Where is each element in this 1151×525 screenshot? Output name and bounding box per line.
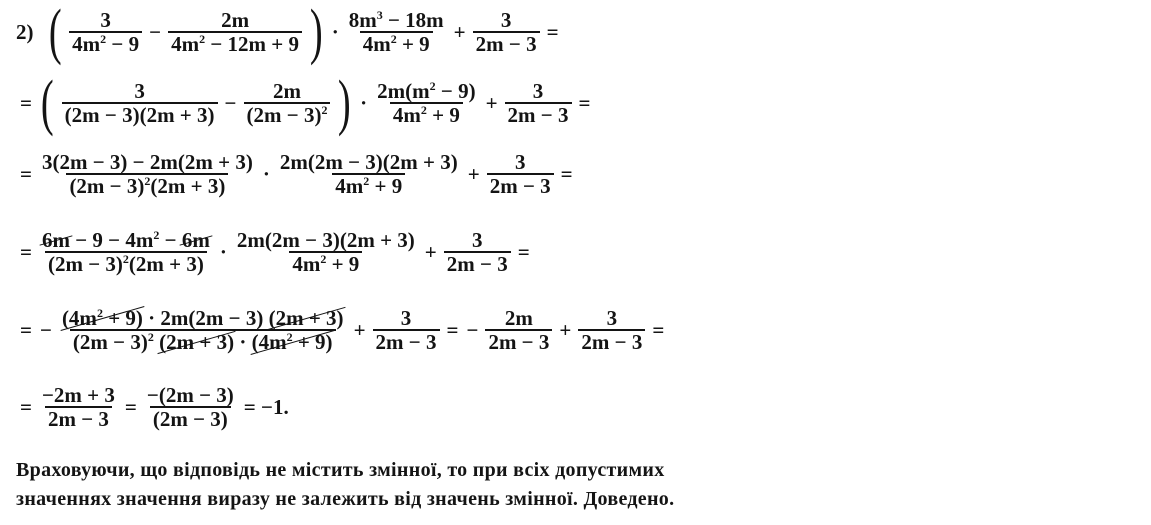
- fraction: $\frac{3}{2m - 3}$: [473, 9, 540, 55]
- fraction: $\frac{3}{2m - 3}$: [373, 307, 440, 353]
- left-paren: (: [40, 69, 54, 137]
- fraction: $\frac{(4m^2 + 9) \cdot 2m(2m - 3) (2m + 3)}{(2m - 3)^2 (2m + 3) \cdot (4m^2 + 9)}$: [61, 306, 344, 354]
- equation-line-6: = $\frac{-2m + 3}{2m - 3}$ = $\frac{-(2m - 3)}{(2m - 3)}$ = −1.: [20, 383, 289, 431]
- fraction: $\frac{2m}{2m - 3}$: [485, 307, 552, 353]
- right-paren: ): [338, 69, 352, 137]
- problem-label: 2): [16, 19, 34, 44]
- fraction: $\frac{2m}{4m^2 - 12m + 9}$: [168, 9, 302, 55]
- fraction: $\frac{3}{2m - 3}$: [444, 229, 511, 275]
- fraction: $\frac{-2m + 3}{2m - 3}$: [41, 383, 115, 431]
- fraction: $\frac{3}{4m^2 - 9}$: [69, 9, 142, 55]
- fraction: $\frac{2m}{(2m - 3)^2}$: [244, 80, 331, 126]
- fraction: $\frac{3}{2m - 3}$: [487, 151, 554, 197]
- final-result: = −1.: [243, 394, 289, 419]
- fraction: $\frac{6m - 9 - 4m^2 - 6m}{(2m - 3)^2(2m + 3)}$: [41, 228, 210, 276]
- cancelled-term: $(4m^2 + 9)$: [61, 306, 143, 330]
- equation-line-5: = − $\frac{(4m^2 + 9) \cdot 2m(2m - 3) (2m + 3)}{(2m - 3)^2 (2m + 3) \cdot (4m^2 + 9)}$ + $\frac{3}{2m - 3}$ = − $\frac{2m}{2m - 3}$ + $\frac{3}{2m - 3}$ =: [20, 306, 665, 354]
- fraction: $\frac{3}{2m - 3}$: [505, 80, 572, 126]
- equation-line-2: = ( $\frac{3}{(2m - 3)(2m + 3)}$ − $\frac{2m}{(2m - 3)^2}$ ) · $\frac{2m(m^2 - 9)}{4m^2 + 9}$ + $\frac{3}{2m - 3}$ =: [20, 69, 591, 137]
- conclusion-paragraph: [16, 456, 674, 514]
- conclusion-line-2: значеннях значення виразу не залежить від значень змінної. Доведено.: [16, 488, 675, 510]
- right-paren: ): [309, 0, 323, 66]
- fraction: $\frac{-(2m - 3)}{(2m - 3)}$: [146, 383, 234, 431]
- equation-line-4: = $\frac{6m - 9 - 4m^2 - 6m}{(2m - 3)^2(2m + 3)}$ · $\frac{2m(2m - 3)(2m + 3)}{4m^2 + 9}$ + $\frac{3}{2m - 3}$ =: [20, 228, 530, 276]
- cancelled-term: (2m + 3): [268, 306, 344, 330]
- conclusion-line-1: Враховуючи, що відповідь не містить змінної, то при всіх допустимих: [16, 459, 665, 481]
- fraction: $\frac{3}{(2m - 3)(2m + 3)}$: [62, 80, 218, 126]
- cancelled-term: 6m: [41, 228, 70, 252]
- fraction: $\frac{2m(m^2 - 9)}{4m^2 + 9}$: [377, 79, 476, 127]
- cancelled-term: (2m + 3): [159, 330, 235, 354]
- fraction: $\frac{2m(2m - 3)(2m + 3)}{4m^2 + 9}$: [236, 228, 415, 276]
- cancelled-term: $(4m^2 + 9)$: [251, 330, 333, 354]
- fraction: $\frac{3}{2m - 3}$: [578, 307, 645, 353]
- equation-line-3: = $\frac{3(2m - 3) - 2m(2m + 3)}{(2m - 3)^2(2m + 3)}$ · $\frac{2m(2m - 3)(2m + 3)}{4m^2 + 9}$ + $\frac{3}{2m - 3}$ =: [20, 150, 573, 198]
- equation-line-1: 2) ( $\frac{3}{4m^2 - 9}$ − $\frac{2m}{4m^2 - 12m + 9}$ ) · $\frac{8m^3 - 18m}{4m^2 + 9}$ + $\frac{3}{2m - 3}$ =: [16, 0, 559, 66]
- fraction: $\frac{8m^3 - 18m}{4m^2 + 9}$: [348, 8, 444, 56]
- left-paren: (: [48, 0, 62, 66]
- fraction: $\frac{2m(2m - 3)(2m + 3)}{4m^2 + 9}$: [279, 150, 458, 198]
- cancelled-term: 6m: [181, 228, 210, 252]
- fraction: $\frac{3(2m - 3) - 2m(2m + 3)}{(2m - 3)^2(2m + 3)}$: [41, 150, 253, 198]
